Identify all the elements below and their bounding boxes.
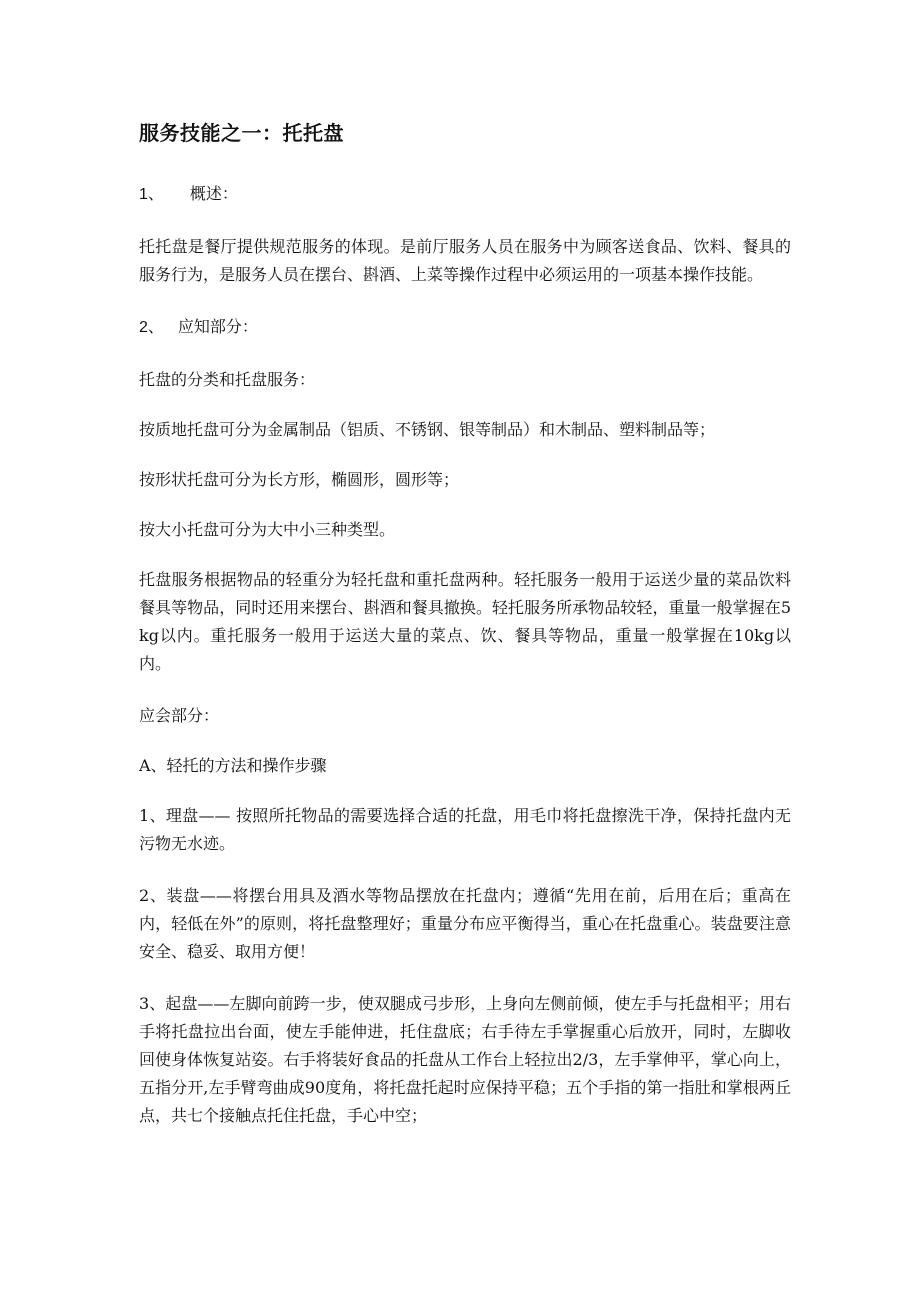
classification-heading: 托盘的分类和托盘服务：: [139, 370, 316, 389]
section-knowledge-heading: [139, 313, 791, 342]
classification-by-material: 按质地托盘可分为金属制品（铝质、不锈钢、银等制品）和木制品、塑料制品等；: [139, 420, 716, 439]
light-tray-heading: A、轻托的方法和操作步骤: [139, 756, 327, 775]
step-3-paragraph: 3、起盘——左脚向前跨一步，使双腿成弓步形，上身向左侧前倾，使左手与托盘相平；用右手将托盘拉出台面，使左手能伸进，托住盘底；右手待左手掌握重心后放开，同时，左脚收回使身体恢复站姿。右手将装好食品的托盘从工作台上轻拉出2/3，左手掌伸平，掌心向上，五指分开,左手臂弯曲成90度角，将托盘托起时应保持平稳；五个手指的第一指肚和掌根两丘点，共七个接触点托住托盘，手心中空；: [139, 994, 791, 1125]
step-1-paragraph: 1、理盘—— 按照所托物品的需要选择合适的托盘，用毛巾将托盘擦洗干净，保持托盘内无污物无水迹。: [139, 806, 791, 853]
service-types-paragraph: 托盘服务根据物品的轻重分为轻托盘和重托盘两种。轻托服务一般用于运送少量的菜品饮料餐具等物品，同时还用来摆台、斟酒和餐具撤换。轻托服务所承物品较轻，重量一般掌握在5kg以内。重托服务一般用于运送大量的菜点、饮、餐具等物品，重量一般掌握在10kg以内。: [139, 570, 791, 673]
section-number: 2、: [139, 319, 164, 336]
classification-by-shape: 按形状托盘可分为长方形，椭圆形，圆形等；: [139, 470, 460, 489]
section-overview-heading: [139, 180, 791, 209]
document-title: 服务技能之一：托托盘: [139, 121, 344, 145]
section-label: 概述：: [189, 184, 238, 203]
overview-paragraph: 托托盘是餐厅提供规范服务的体现。是前厅服务人员在服务中为顾客送食品、饮料、餐具的服务行为，是服务人员在摆台、斟酒、上菜等操作过程中必须运用的一项基本操作技能。: [139, 237, 791, 284]
classification-by-size: 按大小托盘可分为大中小三种类型。: [139, 520, 396, 539]
skills-heading: 应会部分：: [139, 706, 220, 725]
step-2-paragraph: 2、装盘——将摆台用具及酒水等物品摆放在托盘内；遵循“先用在前，后用在后；重高在内，轻低在外”的原则，将托盘整理好；重量分布应平衡得当，重心在托盘重心。装盘要注意安全、稳妥、取用方便！: [139, 886, 791, 961]
section-label: 应知部分：: [177, 317, 258, 336]
section-number: 1、: [139, 186, 164, 203]
document-body: [139, 118, 791, 1154]
